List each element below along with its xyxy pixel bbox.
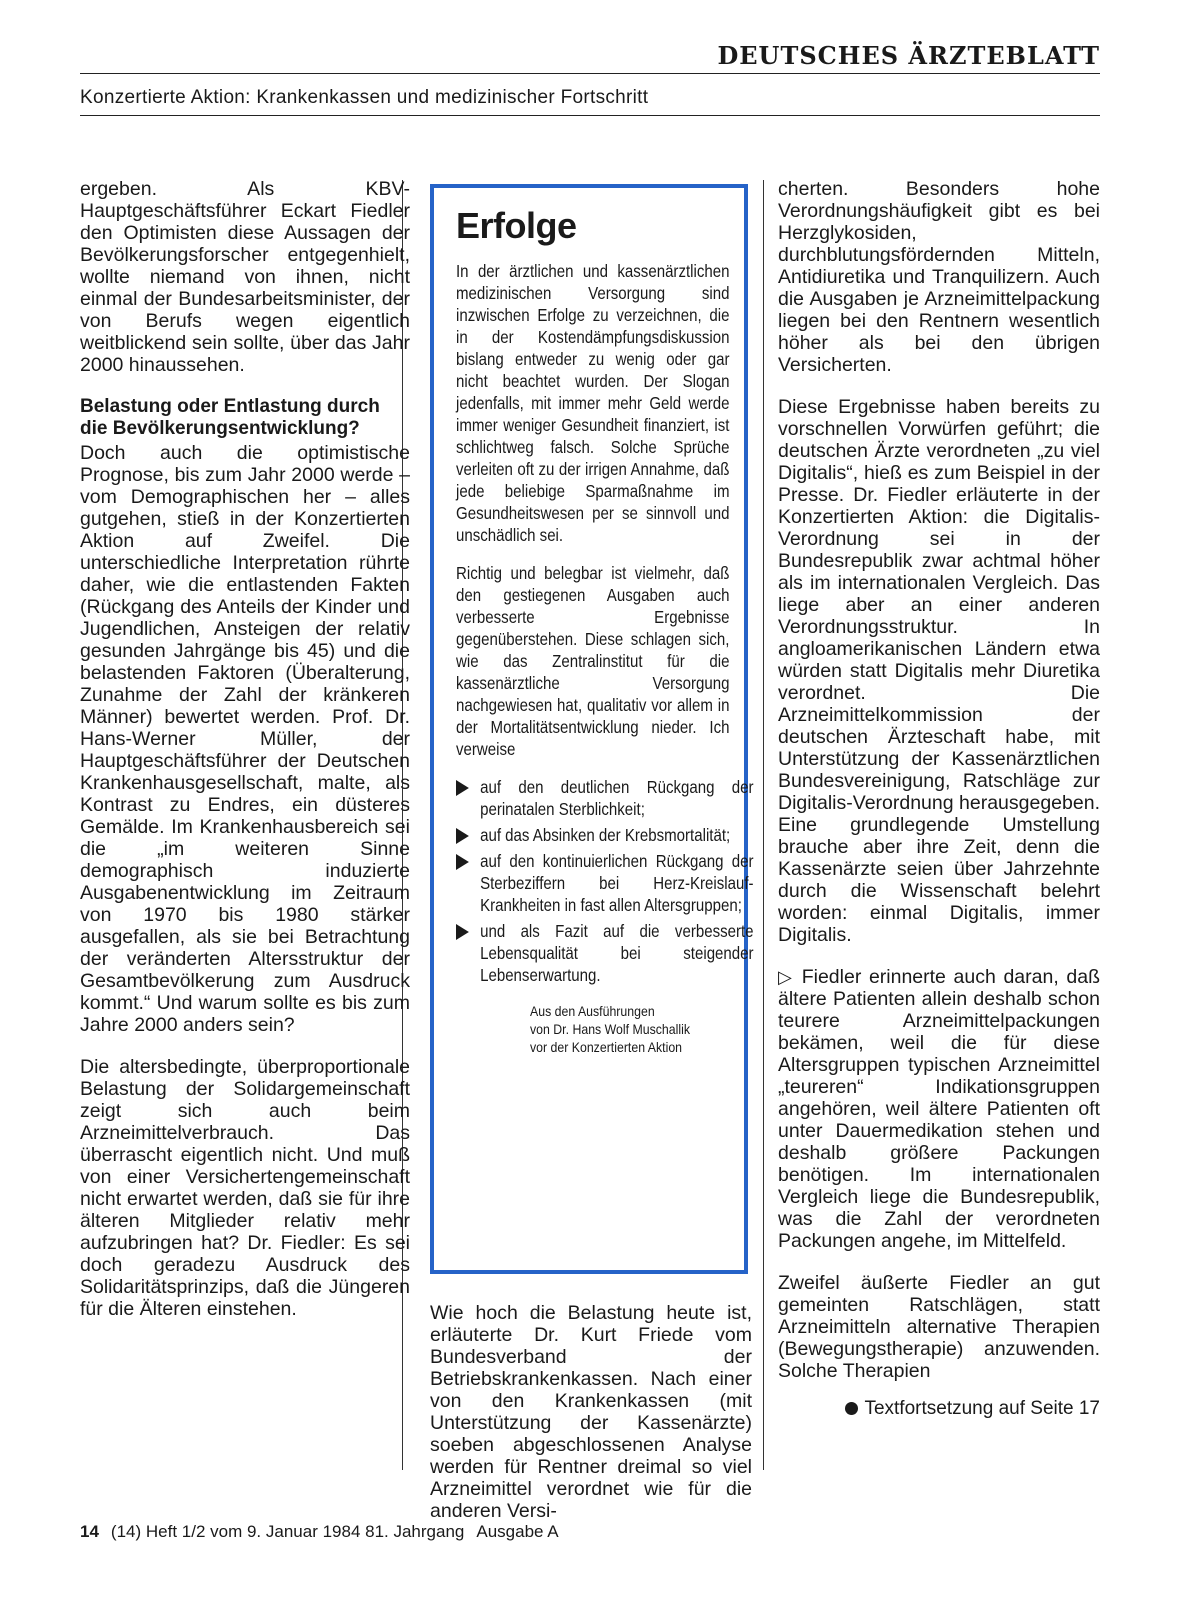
arrow-bullet-icon xyxy=(456,924,469,940)
box-paragraph: In der ärztlichen und kassenärztlichen medizinischen Versorgung sind inzwischen Erfolge zu verzeichnen, die in der Kostendämpfungsdiskussion bislang entweder zu wenig oder gar nicht beachtet wurden. Der Slogan jedenfalls, mit immer mehr Geld werde immer weniger Gesundheit finanziert, ist schlichtweg falsch. Solche Sprüche verleiten oft zu der irrigen Annahme, daß jede beliebige Sparmaßnahme im Gesundheitswesen per se sinnvoll und unschädlich sei. xyxy=(456,261,730,545)
paragraph: ergeben. Als KBV-Hauptgeschäftsführer Eckart Fiedler den Optimisten diese Aussagen der Bevölkerungsforscher entgegenhielt, wollte niemand von ihnen, nicht einmal der Bundesarbeitsminister, der von Berufs wegen eigentlich weitblickend sein sollte, über das Jahr 2000 hinaussehen. xyxy=(80,178,410,376)
box-bullet-item: und als Fazit auf die verbesserte Lebensqualität bei steigender Lebenserwartung. xyxy=(456,920,754,986)
paragraph: Wie hoch die Belastung heute ist, erläuterte Dr. Kurt Friede vom Bundesverband der Betriebskrankenkassen. Nach einer von den Krankenkassen (mit Unterstützung der Kassenärzte) soeben abgeschlossenen Analyse werden für Rentner dreimal so viel Arzneimittel verordnet wie für die anderen Versi- xyxy=(430,1302,752,1522)
header-rule-top xyxy=(80,73,1100,74)
sidebar-box-erfolge xyxy=(430,184,754,1274)
column-middle xyxy=(430,1302,752,1522)
outline-triangle-icon: ▷ xyxy=(778,967,795,987)
page-footer xyxy=(80,1521,559,1543)
box-paragraph: Richtig und belegbar ist vielmehr, daß den gestiegenen Ausgaben auch verbesserte Ergebnisse gegenüberstehen. Diese schlagen sich, wie das Zentralinstitut für die kassenärztliche Versorgung nachgewiesen hat, qualitativ vor allem in der Mortalitätsentwicklung nieder. Ich verweise xyxy=(456,563,730,759)
page-number: 14 xyxy=(80,1522,99,1541)
article-subtitle: Konzertierte Aktion: Krankenkassen und medizinischer Fortschritt xyxy=(80,87,649,108)
continuation-note: Textfortsetzung auf Seite 17 xyxy=(778,1398,1100,1420)
header-rule-bottom xyxy=(80,115,1100,116)
box-bullet-item: auf das Absinken der Krebsmortalität; xyxy=(456,824,754,846)
arrow-bullet-icon xyxy=(456,780,469,796)
box-source: Aus den Ausführungen von Dr. Hans Wolf Muschallik vor der Konzertierten Aktion xyxy=(530,1003,690,1055)
section-heading: Belastung oder Entlastung durch die Bevölkerungsentwicklung? xyxy=(80,396,380,439)
masthead: DEUTSCHES ÄRZTEBLATT xyxy=(717,41,1100,70)
paragraph: Doch auch die optimistische Prognose, bis zum Jahr 2000 werde – vom Demographischen her – alles gutgehen, stieß in der Konzertierten Aktion auf Zweifel. Die unterschiedliche Interpretation rührte daher, wie die entlastenden Fakten (Rückgang des Anteils der Kinder und Jugendlichen, Ansteigen der relativ gesunden Jahrgänge bis 45) und die belastenden Faktoren (Überalterung, Zunahme der Zahl der kränkeren Männer) bewertet werden. Prof. Dr. Hans-Werner Müller, der Hauptgeschäftsführer der Deutschen Krankenhausgesellschaft, malte, als Kontrast zu Endres, ein düsteres Gemälde. Im Krankenhausbereich sei die „im weiteren Sinne demographisch induzierte Ausgabenentwicklung im Zeitraum von 1970 bis 1980 stärker ausgefallen, als sie bei Betrachtung der veränderten Altersstruktur der Gesamtbevölkerung zum Ausdruck kommt.“ Und warum sollte es bis zum Jahre 2000 anders sein? xyxy=(80,442,410,1036)
column-divider-right xyxy=(763,180,764,1470)
paragraph: Diese Ergebnisse haben bereits zu vorschnellen Vorwürfen geführt; die deutschen Ärzte verordneten „zu viel Digitalis“, hieß es zum Beispiel in der Presse. Dr. Fiedler erläuterte in der Konzertierten Aktion: die Digitalis-Verordnung sei in der Bundesrepublik zwar achtmal höher als im internationalen Vergleich. Das liege aber an einer anderen Verordnungsstruktur. In angloamerikanischen Ländern etwa würden statt Digitalis mehr Diuretika verordnet. Die Arzneimittelkommission der deutschen Ärzteschaft habe, mit Unterstützung der Kassenärztlichen Bundesvereinigung, Ratschläge zur Digitalis-Verordnung herausgegeben. Eine grundlegende Umstellung brauche aber ihre Zeit, denn die Kassenärzte seien über Jahrzehnte durch die Wissenschaft belehrt worden: einmal Digitalis, immer Digitalis. xyxy=(778,396,1100,946)
box-bullet-item: auf den deutlichen Rückgang der perinatalen Sterblichkeit; xyxy=(456,776,754,820)
arrow-bullet-icon xyxy=(456,854,469,870)
paragraph: Die altersbedingte, überproportionale Belastung der Solidargemeinschaft zeigt sich auch beim Arzneimittelverbrauch. Das überrascht eigentlich nicht. Und muß von einer Versichertengemeinschaft nicht erwartet werden, daß sie für ihre älteren Mitglieder relativ mehr aufzubringen hat? Dr. Fiedler: Es sei doch geradezu Ausdruck des Solidaritätsprinzips, daß die Jüngeren für die Älteren einstehen. xyxy=(80,1056,410,1320)
issue-info: (14) Heft 1/2 vom 9. Januar 1984 81. Jahrgang xyxy=(110,1522,465,1541)
box-bullet-item: auf den kontinuierlichen Rückgang der Sterbeziffern bei Herz-Kreislauf-Krankheiten in fast allen Altersgruppen; xyxy=(456,850,754,916)
box-bullet-list xyxy=(456,776,754,986)
column-left xyxy=(80,178,410,1320)
arrow-bullet-icon xyxy=(456,828,469,844)
box-title: Erfolge xyxy=(456,205,577,246)
column-right xyxy=(778,178,1100,1420)
paragraph: Zweifel äußerte Fiedler an gut gemeinten Ratschlägen, statt Arzneimitteln alternative Therapien (Bewegungstherapie) anzuwenden. Solche Therapien xyxy=(778,1272,1100,1382)
bullet-dot-icon xyxy=(845,1402,858,1415)
paragraph: ▷ Fiedler erinnerte auch daran, daß ältere Patienten allein deshalb schon teurere Arzneimittelpackungen bekämen, weil die für diese Altersgruppen typischen Arzneimittel „teureren“ Indikationsgruppen angehören, weil ältere Patienten oft unter Dauermedikation stehen und deshalb größere Packungen benötigen. Im internationalen Vergleich liege die Bundesrepublik, was die Zahl der verordneten Packungen angehe, im Mittelfeld. xyxy=(778,966,1100,1252)
edition-label: Ausgabe A xyxy=(476,1522,559,1541)
paragraph: cherten. Besonders hohe Verordnungshäufigkeit gibt es bei Herzglykosiden, durchblutungsfördernden Mitteln, Antidiuretika und Tranquilizern. Auch die Ausgaben je Arzneimittelpackung liegen bei den Rentnern wesentlich höher als bei den übrigen Versicherten. xyxy=(778,178,1100,376)
